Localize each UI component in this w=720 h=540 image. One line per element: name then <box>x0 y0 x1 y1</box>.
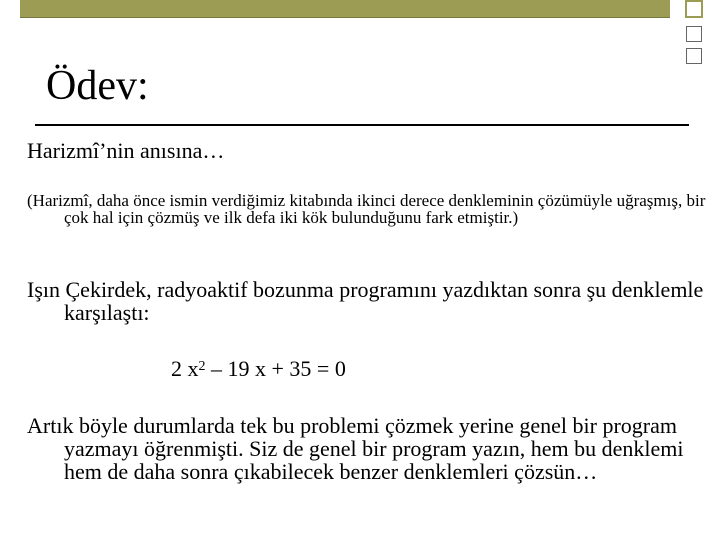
title-divider <box>35 124 689 126</box>
corner-square-decoration <box>685 0 703 18</box>
side-square-decoration <box>686 48 702 64</box>
equation-rest: – 19 x + 35 = 0 <box>205 356 346 381</box>
historical-note: (Harizmî, daha önce ismin verdiğimiz kitabında ikinci derece denkleminin çözümüyle uğraşmış, bir çok hal için çözmüş ve ilk defa iki kök bulunduğunu fark etmiştir.) <box>27 191 706 227</box>
slide-title: Ödev: <box>46 63 149 109</box>
equation-lead: 2 x <box>171 356 199 381</box>
intro-text: Harizmî’nin anısına… <box>27 138 225 163</box>
story-text: Işın Çekirdek, radyoaktif bozunma programını yazdıktan sonra şu denklemle karşılaştı: <box>27 277 704 325</box>
equation-exponent: 2 <box>198 359 206 374</box>
quadratic-equation <box>171 356 346 382</box>
top-decoration-bar <box>20 0 670 18</box>
assignment-text: Artık böyle durumlarda tek bu problemi çözmek yerine genel bir program yazmayı öğrenmişti. Siz de genel bir program yazın, hem bu denklemi hem de daha sonra çıkabilecek benzer denklemleri çözsün… <box>27 413 684 484</box>
side-square-decoration <box>686 26 702 42</box>
